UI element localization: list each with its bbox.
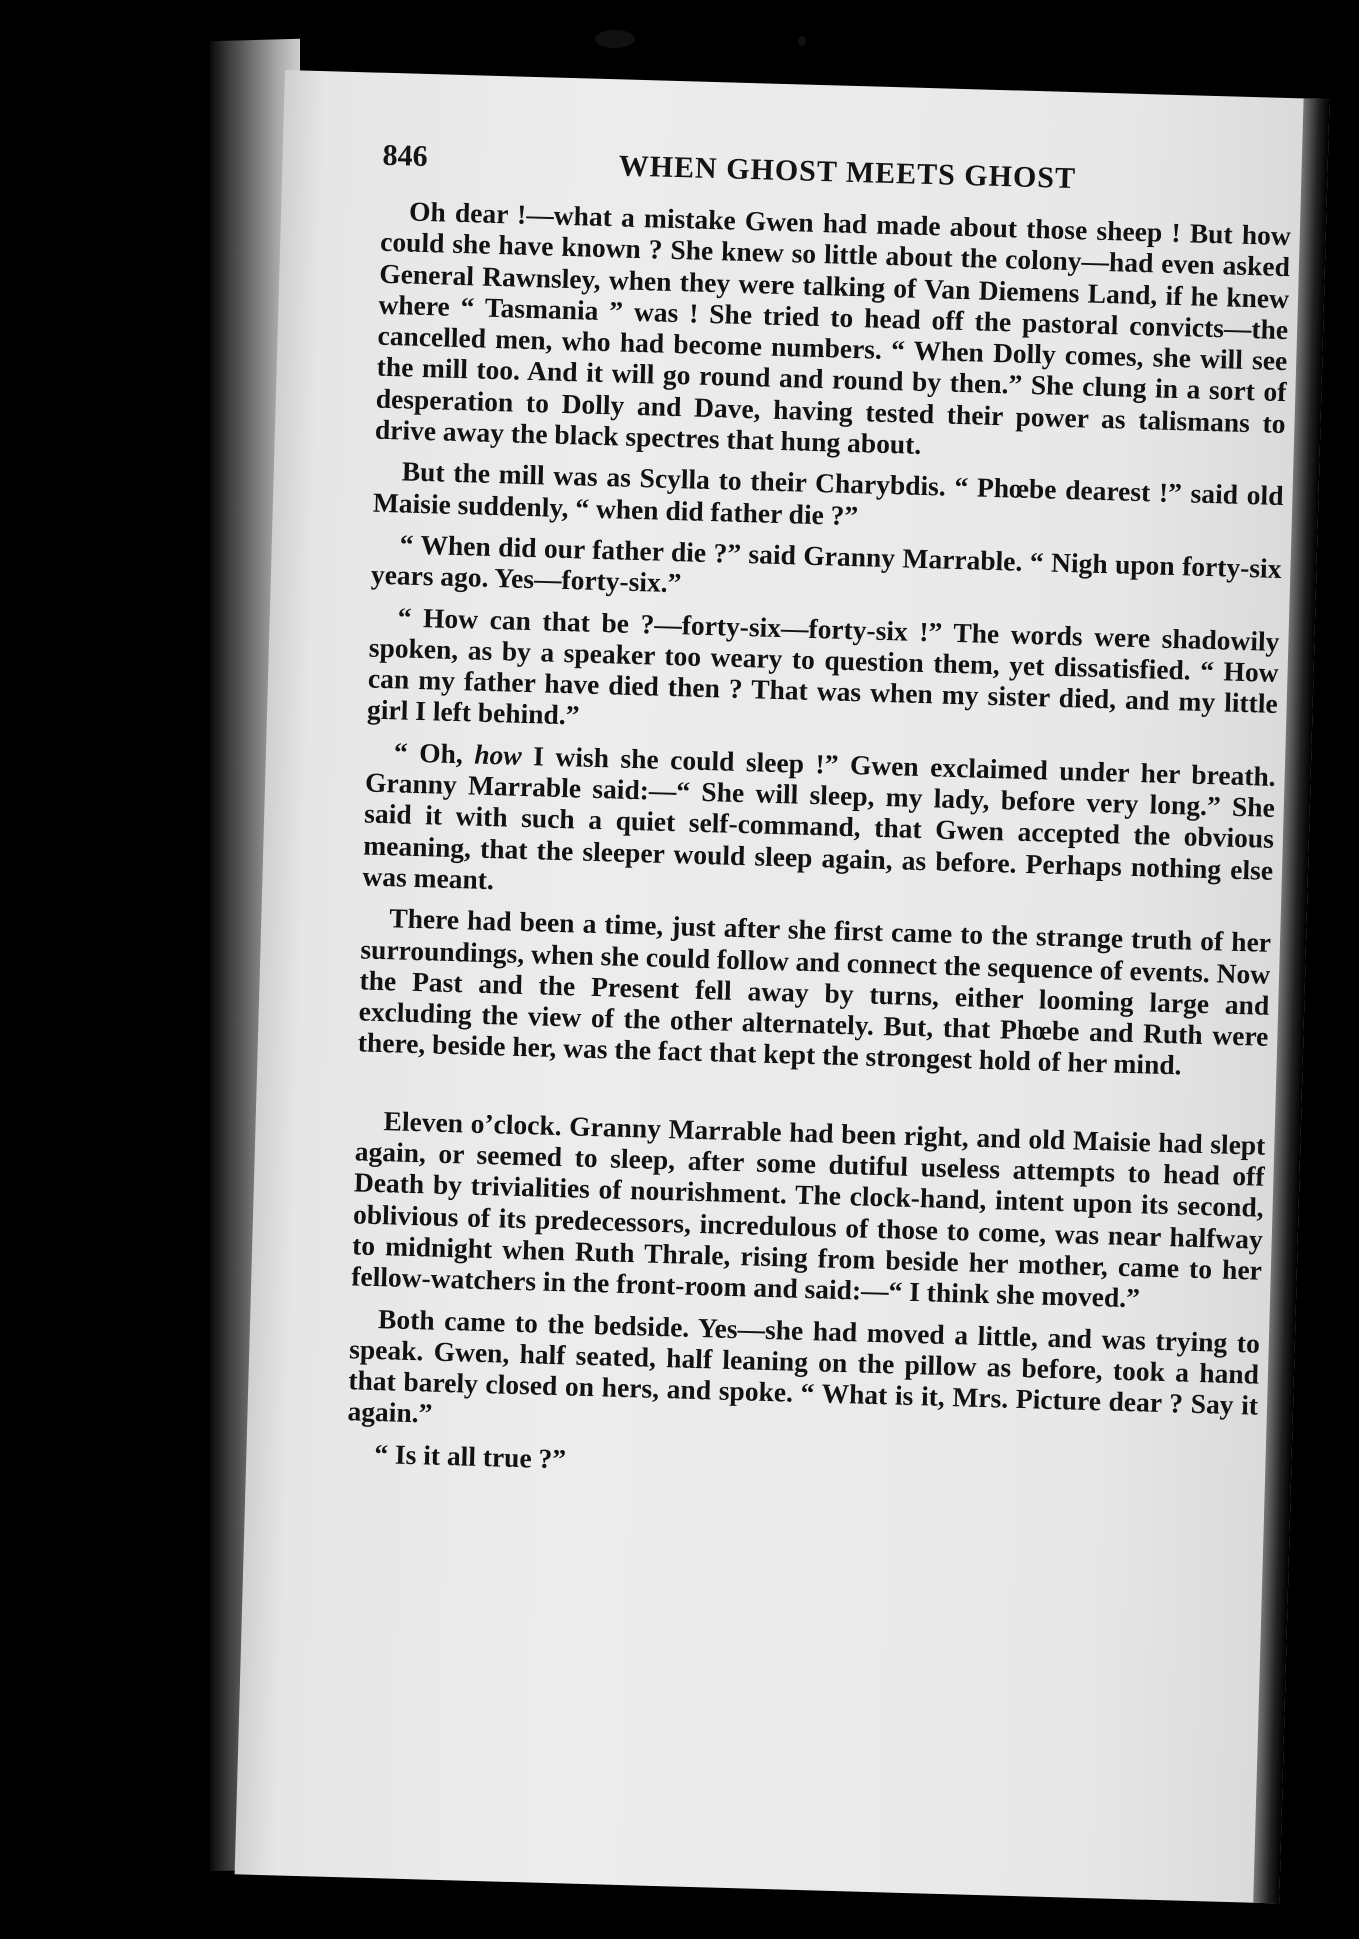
page-number: 846	[382, 138, 429, 174]
paragraph: There had been a time, just after she first came to the strange truth of her surroundings, when she could follow and connect the sequence of events. Now the Past and the Present fell away by turns, either looming large and excluding the view of the other alternately. But, that Phœbe and Ruth were there, beside her, was the fact that kept the strongest hold of her mind.	[357, 902, 1272, 1081]
paragraph: Both came to the bedside. Yes—she had moved a little, and was trying to speak. Gwen, half seated, half leaning on the pillow as before, took a hand that barely closed on hers, and spoke. “ What is it, Mrs. Picture dear ? Say it again.”	[347, 1302, 1261, 1430]
scan-artifact	[595, 30, 635, 48]
paragraph: Eleven o’clock. Granny Marrable had been right, and old Maisie had slept again, or seemed to sleep, after some dutiful useless attempts to head off Death by trivialities of nourishment. The clock-hand, intent upon its second, oblivious of its predecessors, incredulous of those to come, was near halfway to midnight when Ruth Thrale, rising from beside her mother, came to her fellow-watchers in the front-room and said:—“ I think she moved.”	[350, 1104, 1266, 1314]
paragraph-text: “ Oh,	[393, 736, 475, 770]
body-text	[346, 195, 1291, 1504]
scan-artifact	[798, 36, 806, 46]
paragraph	[362, 735, 1276, 917]
paragraph: “ When did our father die ?” said Granny Marrable. “ Nigh upon forty-six years ago. Yes—forty-six.”	[370, 528, 1282, 599]
paragraph: “ Is it all true ?”	[373, 1437, 567, 1475]
running-head: WHEN GHOST MEETS GHOST	[618, 149, 1077, 196]
paragraph-text: I wish she could sleep !” Gwen exclaimed under her breath. Granny Marrable said:—“ She will sleep, my lady, before very long.” She said it with such a quiet self-command, that Gwen accepted the obvious meaning, that the sleeper would sleep again, as before. Perhaps nothing else was meant.	[362, 739, 1277, 896]
paragraph: Oh dear !—what a mistake Gwen had made about those sheep ! But how could she have known ? She knew so little about the colony—had even asked General Rawnsley, when they were talking of Van Diemens Land, if he knew where “ Tasmania ” was ! She tried to head off the pastoral convicts—the cancelled men, who had become numbers. “ When Dolly comes, she will see the mill too. And it will go round and round by then.” She clung in a sort of desperation to Dolly and Dave, having tested their power as talismans to drive away the black spectres that hung about.	[374, 195, 1292, 460]
book-page	[235, 70, 1330, 1903]
paragraph: But the mill was as Scylla to their Charybdis. “ Phœbe dearest !” said old Maisie suddenly, “ when did father die ?”	[372, 455, 1284, 531]
paragraph: “ How can that be ?—forty-six—forty-six !” The words were shadowily spoken, as by a speaker too weary to question them, yet dissatisfied. “ How can my father have died then ? That was when my sister died, and my little girl I left behind.”	[366, 600, 1280, 731]
emphasis-text: how	[473, 738, 523, 771]
